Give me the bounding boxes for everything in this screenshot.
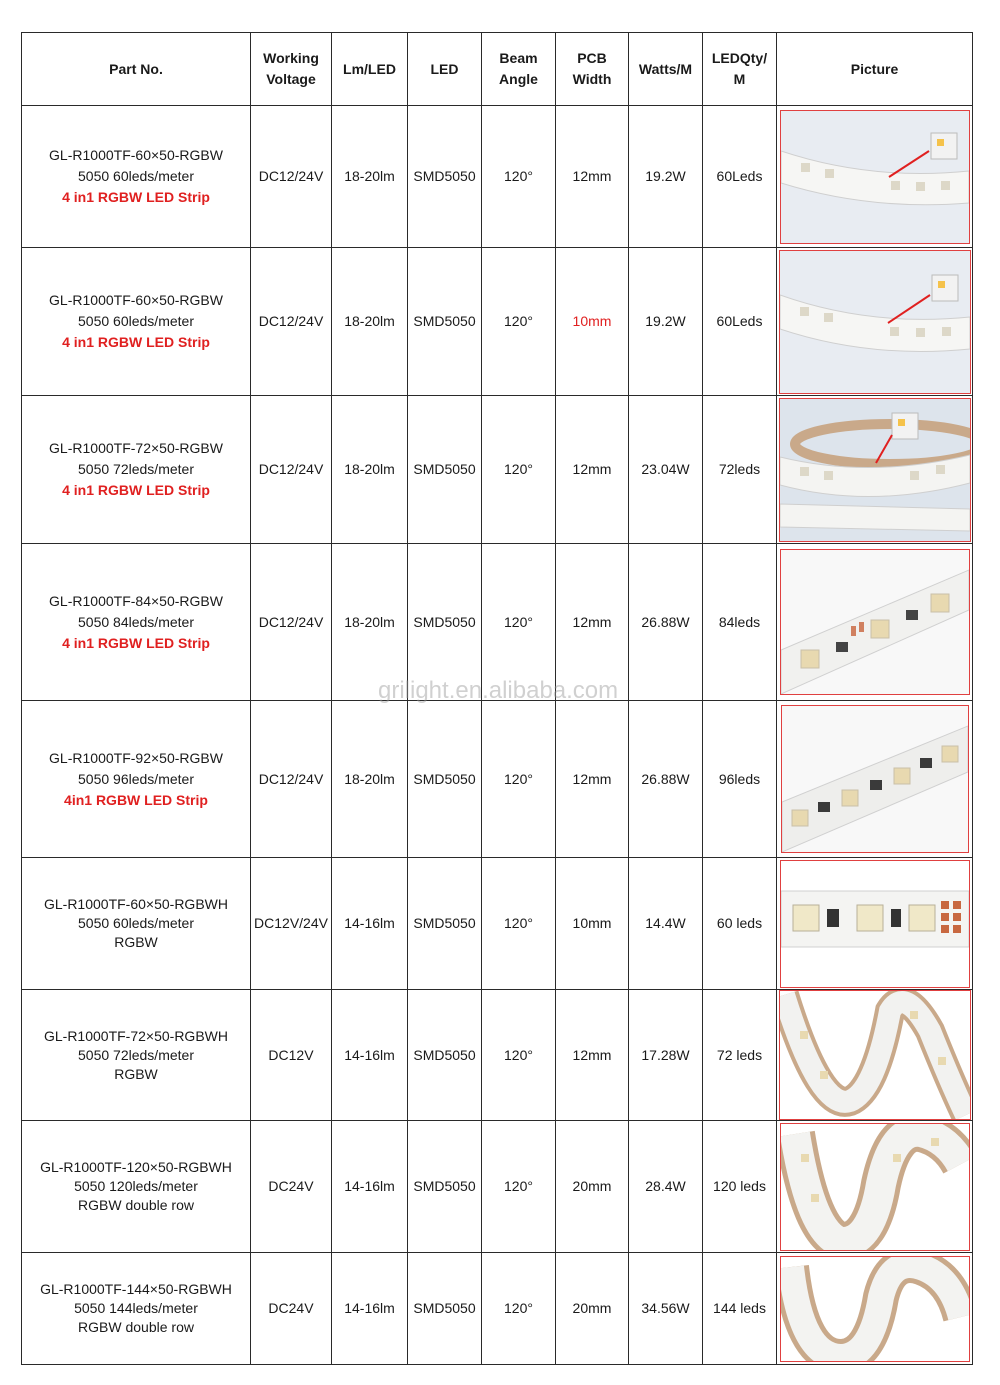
watts-cell: 28.4W [629, 1121, 703, 1253]
watermark: grilight.en.alibaba.com [378, 677, 619, 704]
qty-cell: 96leds [703, 701, 777, 858]
table-row [22, 701, 973, 858]
header-beam: Beam Angle [482, 33, 556, 106]
qty-cell: 72leds [703, 396, 777, 544]
lumen-cell: 18-20lm [332, 396, 408, 544]
part-number-cell: GL-R1000TF-92×50-RGBW 5050 96leds/meter 4in1 RGBW LED Strip [22, 701, 251, 858]
qty-cell: 60 leds [703, 858, 777, 990]
voltage-cell: DC24V [251, 1121, 332, 1253]
watts-cell: 17.28W [629, 990, 703, 1121]
beam-cell: 120° [482, 1253, 556, 1365]
watts-cell: 14.4W [629, 858, 703, 990]
qty-cell: 60Leds [703, 248, 777, 396]
picture-cell [777, 990, 973, 1121]
led-cell: SMD5050 [408, 1121, 482, 1253]
qty-cell: 72 leds [703, 990, 777, 1121]
led-strip-image [780, 1256, 970, 1362]
part-number-cell: GL-R1000TF-60×50-RGBW 5050 60leds/meter 4 in1 RGBW LED Strip [22, 106, 251, 248]
led-strip-image [780, 110, 970, 244]
header-qty: LEDQty/ M [703, 33, 777, 106]
table-row [22, 248, 973, 396]
lumen-cell: 14-16lm [332, 858, 408, 990]
qty-cell: 60Leds [703, 106, 777, 248]
led-cell: SMD5050 [408, 396, 482, 544]
led-cell: SMD5050 [408, 248, 482, 396]
lumen-cell: 14-16lm [332, 1121, 408, 1253]
pcb-cell: 10mm [556, 858, 629, 990]
led-strip-image [780, 860, 970, 988]
beam-cell: 120° [482, 990, 556, 1121]
header-voltage: Working Voltage [251, 33, 332, 106]
qty-cell: 120 leds [703, 1121, 777, 1253]
led-strip-image [780, 1123, 970, 1251]
picture-cell [777, 544, 973, 701]
led-strip-image [779, 990, 971, 1120]
watts-cell: 26.88W [629, 544, 703, 701]
picture-cell [777, 106, 973, 248]
part-number-cell: GL-R1000TF-144×50-RGBWH 5050 144leds/meter RGBW double row [22, 1253, 251, 1365]
beam-cell: 120° [482, 106, 556, 248]
led-strip-image [780, 549, 970, 695]
led-strip-image [779, 398, 971, 542]
voltage-cell: DC12/24V [251, 544, 332, 701]
header-picture: Picture [777, 33, 973, 106]
pcb-cell: 12mm [556, 106, 629, 248]
header-lm: Lm/LED [332, 33, 408, 106]
led-cell: SMD5050 [408, 544, 482, 701]
page-edge [0, 1365, 1000, 1385]
header-row [22, 33, 973, 106]
pcb-cell: 12mm [556, 701, 629, 858]
led-strip-image [781, 705, 969, 853]
led-cell: SMD5050 [408, 701, 482, 858]
pcb-cell: 12mm [556, 396, 629, 544]
picture-cell [777, 858, 973, 990]
picture-cell [777, 1253, 973, 1365]
led-cell: SMD5050 [408, 858, 482, 990]
beam-cell: 120° [482, 544, 556, 701]
pcb-cell: 12mm [556, 990, 629, 1121]
table-row [22, 396, 973, 544]
table-row [22, 1121, 973, 1253]
led-strip-image [779, 250, 971, 394]
picture-cell [777, 248, 973, 396]
pcb-cell: 10mm [556, 248, 629, 396]
lumen-cell: 18-20lm [332, 701, 408, 858]
picture-cell [777, 396, 973, 544]
voltage-cell: DC12/24V [251, 396, 332, 544]
picture-cell [777, 701, 973, 858]
pcb-cell: 20mm [556, 1253, 629, 1365]
table-row [22, 990, 973, 1121]
lumen-cell: 14-16lm [332, 990, 408, 1121]
part-number-cell: GL-R1000TF-72×50-RGBWH 5050 72leds/meter RGBW [22, 990, 251, 1121]
header-watts: Watts/M [629, 33, 703, 106]
watts-cell: 19.2W [629, 248, 703, 396]
part-number-cell: GL-R1000TF-72×50-RGBW 5050 72leds/meter 4 in1 RGBW LED Strip [22, 396, 251, 544]
beam-cell: 120° [482, 858, 556, 990]
header-led: LED [408, 33, 482, 106]
led-cell: SMD5050 [408, 990, 482, 1121]
lumen-cell: 18-20lm [332, 106, 408, 248]
voltage-cell: DC12/24V [251, 106, 332, 248]
beam-cell: 120° [482, 248, 556, 396]
header-part-no: Part No. [22, 33, 251, 106]
led-cell: SMD5050 [408, 106, 482, 248]
watts-cell: 23.04W [629, 396, 703, 544]
part-number-cell: GL-R1000TF-60×50-RGBWH 5050 60leds/meter RGBW [22, 858, 251, 990]
table-row [22, 1253, 973, 1365]
watts-cell: 34.56W [629, 1253, 703, 1365]
voltage-cell: DC24V [251, 1253, 332, 1365]
beam-cell: 120° [482, 1121, 556, 1253]
qty-cell: 84leds [703, 544, 777, 701]
voltage-cell: DC12/24V [251, 248, 332, 396]
beam-cell: 120° [482, 396, 556, 544]
voltage-cell: DC12/24V [251, 701, 332, 858]
lumen-cell: 14-16lm [332, 1253, 408, 1365]
part-number-cell: GL-R1000TF-120×50-RGBWH 5050 120leds/meter RGBW double row [22, 1121, 251, 1253]
voltage-cell: DC12V/24V [251, 858, 332, 990]
part-number-cell: GL-R1000TF-84×50-RGBW 5050 84leds/meter 4 in1 RGBW LED Strip [22, 544, 251, 701]
watts-cell: 19.2W [629, 106, 703, 248]
part-number-cell: GL-R1000TF-60×50-RGBW 5050 60leds/meter 4 in1 RGBW LED Strip [22, 248, 251, 396]
table-row [22, 858, 973, 990]
pcb-cell: 12mm [556, 544, 629, 701]
lumen-cell: 18-20lm [332, 248, 408, 396]
watts-cell: 26.88W [629, 701, 703, 858]
picture-cell [777, 1121, 973, 1253]
pcb-cell: 20mm [556, 1121, 629, 1253]
table-row [22, 106, 973, 248]
voltage-cell: DC12V [251, 990, 332, 1121]
header-pcb: PCB Width [556, 33, 629, 106]
qty-cell: 144 leds [703, 1253, 777, 1365]
lumen-cell: 18-20lm [332, 544, 408, 701]
beam-cell: 120° [482, 701, 556, 858]
led-cell: SMD5050 [408, 1253, 482, 1365]
